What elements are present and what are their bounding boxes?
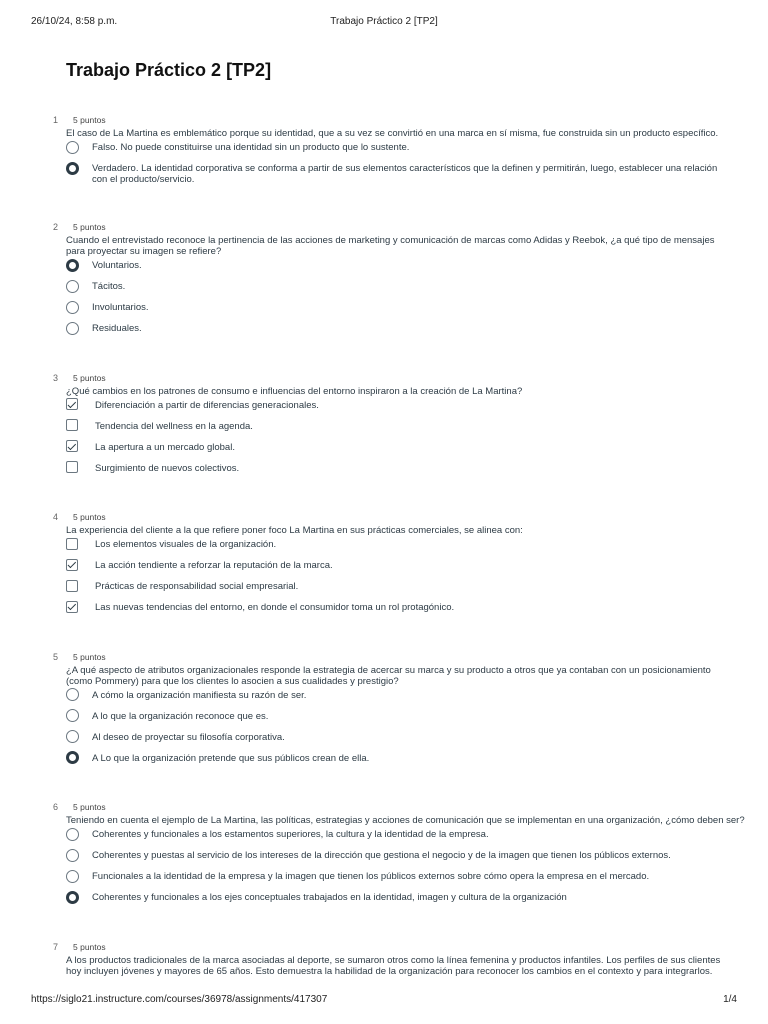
question-text: La experiencia del cliente a la que refiere poner foco La Martina en sus prácticas comerciales, se alinea con: xyxy=(66,525,523,536)
answer-label: Residuales. xyxy=(92,323,142,334)
checkbox[interactable] xyxy=(66,419,80,433)
answer-label: Tendencia del wellness en la agenda. xyxy=(95,420,253,432)
answer-label: A lo que la organización reconoce que es. xyxy=(92,710,269,722)
question-number: 6 xyxy=(52,802,58,812)
answer-option[interactable] xyxy=(66,829,734,842)
answer-label: La apertura a un mercado global. xyxy=(95,441,235,453)
answer-option[interactable] xyxy=(66,560,734,573)
question-number: 5 xyxy=(52,651,58,662)
answer-option[interactable] xyxy=(66,753,734,766)
answer-option[interactable] xyxy=(66,850,734,863)
radio-button[interactable] xyxy=(66,162,80,176)
radio-button[interactable] xyxy=(66,301,80,315)
answer-options xyxy=(66,400,734,476)
answer-label: Los elementos visuales de la organización. xyxy=(95,539,277,550)
radio-button[interactable] xyxy=(66,751,80,765)
answer-options xyxy=(66,690,734,766)
radio-unselected-icon xyxy=(66,688,79,701)
radio-button[interactable] xyxy=(66,891,80,905)
answer-option[interactable] xyxy=(66,463,734,476)
radio-unselected-icon xyxy=(66,870,79,883)
question-header xyxy=(52,219,734,233)
radio-button[interactable] xyxy=(66,322,80,336)
answer-option[interactable] xyxy=(66,732,734,745)
radio-button[interactable] xyxy=(66,828,80,842)
answer-option[interactable] xyxy=(66,421,734,434)
radio-selected-icon xyxy=(66,891,79,904)
question-header xyxy=(52,509,734,523)
radio-button[interactable] xyxy=(66,849,80,863)
answer-option[interactable] xyxy=(66,690,734,703)
question-points: 5 puntos xyxy=(73,512,106,522)
answer-option[interactable] xyxy=(66,142,734,155)
answer-option[interactable] xyxy=(66,281,734,294)
question-number: 1 xyxy=(52,115,58,125)
answer-options xyxy=(66,260,734,336)
page-title: Trabajo Práctico 2 [TP2] xyxy=(66,60,272,80)
answer-label: Coherentes y funcionales a los ejes conceptuales trabajados en la identidad, imagen y cultura de la organización xyxy=(92,892,567,903)
answer-label: Falso. No puede constituirse una identidad sin un producto que lo sustente. xyxy=(92,142,410,153)
question-header xyxy=(52,939,734,953)
question-points: 5 puntos xyxy=(73,941,106,952)
question-3 xyxy=(52,370,734,476)
print-date: 26/10/24, 8:58 p.m. xyxy=(31,16,118,27)
radio-button[interactable] xyxy=(66,259,80,273)
question-4 xyxy=(52,509,734,615)
answer-option[interactable] xyxy=(66,323,734,336)
question-number: 4 xyxy=(52,512,58,522)
answer-label: Diferenciación a partir de diferencias generacionales. xyxy=(95,399,319,411)
radio-button[interactable] xyxy=(66,688,80,702)
radio-unselected-icon xyxy=(66,709,79,722)
answer-option[interactable] xyxy=(66,302,734,315)
radio-button[interactable] xyxy=(66,280,80,294)
page-number: 1/4 xyxy=(723,994,737,1005)
answer-label: La acción tendiente a reforzar la reputación de la marca. xyxy=(95,560,333,571)
question-6 xyxy=(52,799,745,905)
answer-label: Al deseo de proyectar su filosofía corporativa. xyxy=(92,731,285,743)
question-text: Cuando el entrevistado reconoce la pertinencia de las acciones de marketing y comunicación de marcas como Adidas y Reebok, ¿a qué tipo de mensajes para proyectar su imagen se refiere? xyxy=(66,235,715,257)
question-1 xyxy=(52,112,734,185)
question-points: 5 puntos xyxy=(73,372,106,383)
checkbox-unchecked-icon xyxy=(66,580,78,592)
checkbox-checked-icon xyxy=(66,559,78,571)
answer-label: A Lo que la organización pretende que sus públicos crean de ella. xyxy=(92,752,370,764)
answer-option[interactable] xyxy=(66,442,734,455)
radio-unselected-icon xyxy=(66,322,79,335)
answer-label: Funcionales a la identidad de la empresa y la imagen que tienen los públicos externos sobre cómo opera la empresa en el mercado. xyxy=(92,871,650,882)
answer-label: Involuntarios. xyxy=(92,302,149,313)
answer-option[interactable] xyxy=(66,871,734,884)
checkbox[interactable] xyxy=(66,601,80,615)
checkbox-unchecked-icon xyxy=(66,538,78,550)
question-text: El caso de La Martina es emblemático porque su identidad, que a su vez se convirtió en una marca en sí misma, fue construida sin un producto específico. xyxy=(66,128,719,139)
answer-label: Surgimiento de nuevos colectivos. xyxy=(95,462,240,474)
answer-options xyxy=(66,539,734,615)
radio-button[interactable] xyxy=(66,141,80,155)
question-points: 5 puntos xyxy=(73,222,106,232)
radio-button[interactable] xyxy=(66,730,80,744)
radio-selected-icon xyxy=(66,259,79,272)
radio-selected-icon xyxy=(66,751,79,764)
answer-option[interactable] xyxy=(66,260,734,273)
checkbox-checked-icon xyxy=(66,398,78,410)
answer-option[interactable] xyxy=(66,892,734,905)
print-title: Trabajo Práctico 2 [TP2] xyxy=(330,16,438,27)
answer-option[interactable] xyxy=(66,711,734,724)
checkbox-checked-icon xyxy=(66,601,78,613)
answer-option[interactable] xyxy=(66,400,734,413)
print-footer xyxy=(31,994,737,1008)
question-points: 5 puntos xyxy=(73,802,106,812)
answer-label: Verdadero. La identidad corporativa se conforma a partir de sus elementos característicos que la definen y permitirán, luego, establecer una relación con el producto/servicio. xyxy=(92,163,718,185)
checkbox[interactable] xyxy=(66,398,80,412)
question-header xyxy=(52,799,734,813)
answer-label: Las nuevas tendencias del entorno, en donde el consumidor toma un rol protagónico. xyxy=(95,602,455,613)
radio-unselected-icon xyxy=(66,301,79,314)
answer-option[interactable] xyxy=(66,539,734,552)
quiz-questions xyxy=(0,112,768,984)
answer-label: Coherentes y puestas al servicio de los intereses de la dirección que gestiona el negocio y de la imagen que tienen los públicos externos. xyxy=(92,850,671,861)
question-number: 2 xyxy=(52,222,58,232)
answer-options xyxy=(66,829,734,905)
answer-label: Tácitos. xyxy=(92,281,126,292)
question-header xyxy=(52,649,734,663)
print-header xyxy=(31,16,737,30)
page-url: https://siglo21.instructure.com/courses/36978/assignments/417307 xyxy=(31,994,328,1005)
question-points: 5 puntos xyxy=(73,115,106,125)
answer-options xyxy=(66,142,734,185)
question-header xyxy=(52,112,734,126)
question-7 xyxy=(52,939,734,977)
radio-unselected-icon xyxy=(66,280,79,293)
radio-button[interactable] xyxy=(66,870,80,884)
question-text: ¿A qué aspecto de atributos organizacionales responde la estrategia de acercar su marca y su producto a otros que ya contaban con un posicionamiento (como Pommery) para que los clientes lo asocien a sus cualidades y prestigio? xyxy=(66,664,711,687)
radio-unselected-icon xyxy=(66,828,79,841)
checkbox-unchecked-icon xyxy=(66,461,78,473)
answer-label: Prácticas de responsabilidad social empresarial. xyxy=(95,581,299,592)
answer-label: Voluntarios. xyxy=(92,260,142,271)
checkbox[interactable] xyxy=(66,580,80,594)
answer-label: A cómo la organización manifiesta su razón de ser. xyxy=(92,689,307,701)
radio-button[interactable] xyxy=(66,709,80,723)
question-5 xyxy=(52,649,734,766)
answer-option[interactable] xyxy=(66,581,734,594)
answer-option[interactable] xyxy=(66,163,734,185)
radio-unselected-icon xyxy=(66,730,79,743)
question-number: 3 xyxy=(52,372,58,383)
checkbox[interactable] xyxy=(66,559,80,573)
question-text: A los productos tradicionales de la marca asociadas al deporte, se sumaron otros como la línea femenina y productos infantiles. Los perfiles de sus clientes hoy incluyen jóvenes y mayores de 65 años. Esto demuestra la habilidad de la organización para reconocer los cambios en el contexto y para integrarlos. xyxy=(66,954,721,977)
radio-unselected-icon xyxy=(66,849,79,862)
checkbox-checked-icon xyxy=(66,440,78,452)
question-text: Teniendo en cuenta el ejemplo de La Martina, las políticas, estrategias y acciones de comunicación que se implementan en una organización, ¿cómo deben ser? xyxy=(66,815,745,826)
question-points: 5 puntos xyxy=(73,651,106,662)
checkbox[interactable] xyxy=(66,461,80,475)
checkbox[interactable] xyxy=(66,440,80,454)
checkbox-unchecked-icon xyxy=(66,419,78,431)
question-text: ¿Qué cambios en los patrones de consumo e influencias del entorno inspiraron a la creación de La Martina? xyxy=(66,385,523,397)
answer-label: Coherentes y funcionales a los estamentos superiores, la cultura y la identidad de la empresa. xyxy=(92,829,489,840)
question-number: 7 xyxy=(52,941,58,952)
question-2 xyxy=(52,219,734,336)
answer-option[interactable] xyxy=(66,602,734,615)
checkbox[interactable] xyxy=(66,538,80,552)
question-header xyxy=(52,370,734,384)
radio-unselected-icon xyxy=(66,141,79,154)
radio-selected-icon xyxy=(66,162,79,175)
